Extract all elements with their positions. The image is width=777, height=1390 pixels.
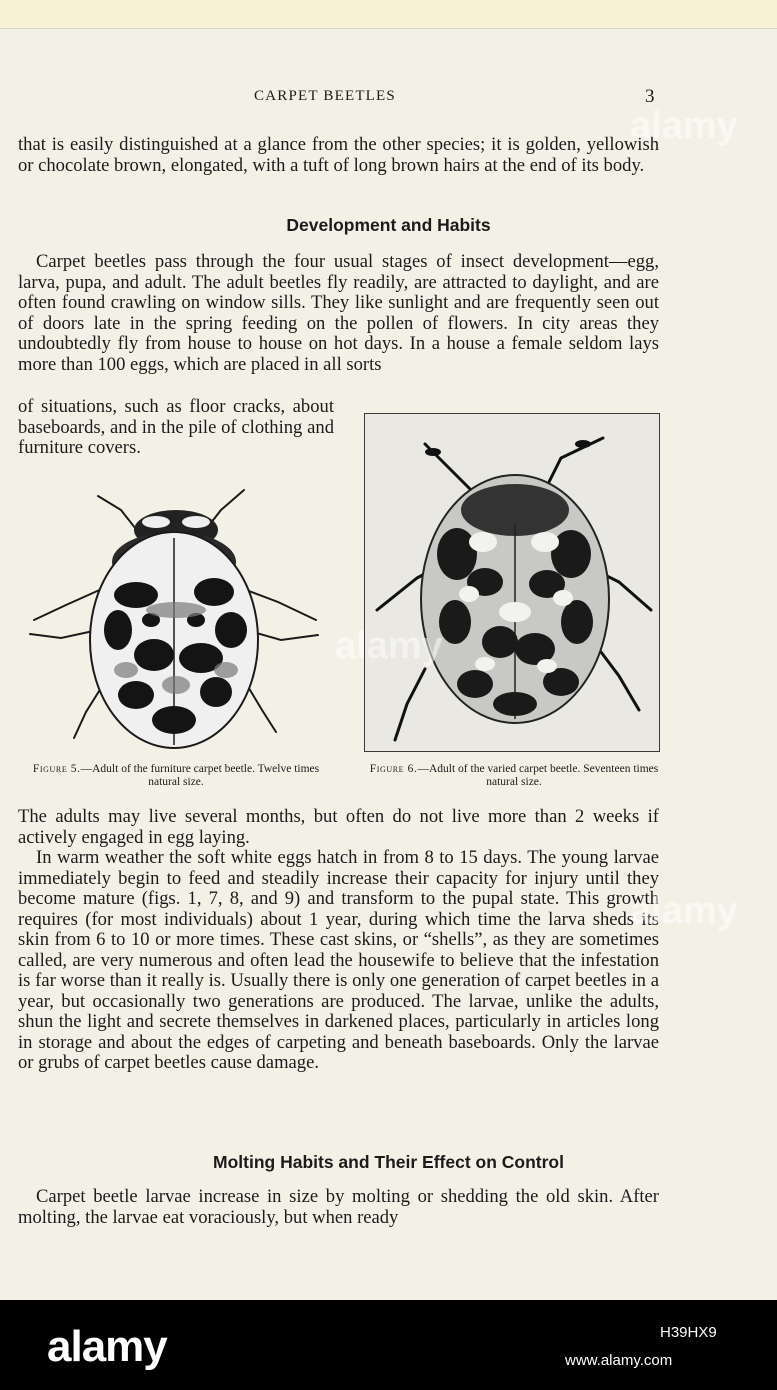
adults-paragraph — [18, 807, 659, 1074]
development-text-narrow: of situations, such as floor cracks, about baseboards, and in the pile of clothing and furniture covers. — [18, 396, 334, 458]
page-number: 3 — [645, 86, 655, 107]
stock-footer-bar — [0, 1300, 777, 1390]
image-id: H39HX9 — [660, 1324, 717, 1341]
eggs-larvae-text: In warm weather the soft white eggs hatch in from 8 to 15 days. The young larvae immediately begin to feed and steadily increase their capacity for injury until they become mature (figs. 1, 7, 8, and 9) and transform to the pupal state. This growth requires (for most individuals) about 1 year, during which time the larva sheds its skin from 6 to 10 or more times. These cast skins, or “shells”, as they are sometimes called, are very numerous and often lead the housewife to believe that the infestation is far worse than it really is. Usually there is only one generation of carpet beetles in a year, but occasionally two generations are produced. The larvae, unlike the adults, shun the light and secrete themselves in darkened places, particularly in articles long in storage and about the edges of carpeting and beneath baseboards. Only the larvae or grubs of carpet beetles cause damage. — [18, 847, 659, 1073]
running-title: CARPET BEETLES — [254, 88, 396, 104]
molting-paragraph — [18, 1187, 659, 1228]
intro-text: that is easily distinguished at a glance from the other species; it is golden, yellowish or chocolate brown, elongated, with a tuft of long brown hairs at the end of its body. — [18, 134, 659, 176]
figure-5-illustration — [26, 480, 326, 760]
adults-text: The adults may live several months, but often do not live more than 2 weeks if actively engaged in egg laying. — [18, 806, 659, 848]
section-heading-molting: Molting Habits and Their Effect on Control — [213, 1152, 564, 1172]
figure-6-label: Figure 6. — [369, 763, 418, 775]
figure-5-caption — [26, 763, 326, 788]
figure-6-caption — [362, 763, 666, 788]
watermark-top-right: alamy — [630, 105, 738, 147]
furniture-carpet-beetle-drawing — [26, 480, 326, 760]
watermark-center: alamy — [335, 625, 443, 667]
watermark-right: alamy — [630, 890, 738, 932]
figure-6-photograph — [364, 413, 660, 752]
page-edge — [0, 28, 777, 29]
site-url: www.alamy.com — [565, 1352, 673, 1369]
development-paragraph-narrow — [18, 397, 334, 459]
intro-paragraph — [18, 135, 659, 176]
figure-5-label: Figure 5. — [32, 763, 81, 775]
development-text: Carpet beetles pass through the four usual stages of insect development—egg, larva, pupa, and adult. The adult beetles fly readily, are attracted to daylight, and are often found crawling on window sills. They like sunlight and are frequently seen out of doors late in the spring feeding on the pollen of flowers. In city areas they undoubtedly fly from house to house on hot days. In a house a female seldom lays more than 100 eggs, which are placed in all sorts — [18, 251, 659, 375]
alamy-logo: alamy — [47, 1322, 167, 1371]
development-paragraph — [18, 252, 659, 375]
figure-6-caption-text: —Adult of the varied carpet beetle. Seventeen times natural size. — [417, 763, 659, 788]
page-top-strip — [0, 0, 777, 28]
figure-5-caption-text: —Adult of the furniture carpet beetle. Twelve times natural size. — [80, 763, 320, 788]
molting-text: Carpet beetle larvae increase in size by molting or shedding the old skin. After molting, the larvae eat voraciously, but when ready — [18, 1186, 659, 1228]
section-heading-development: Development and Habits — [286, 215, 491, 235]
varied-carpet-beetle-photo — [365, 414, 659, 751]
